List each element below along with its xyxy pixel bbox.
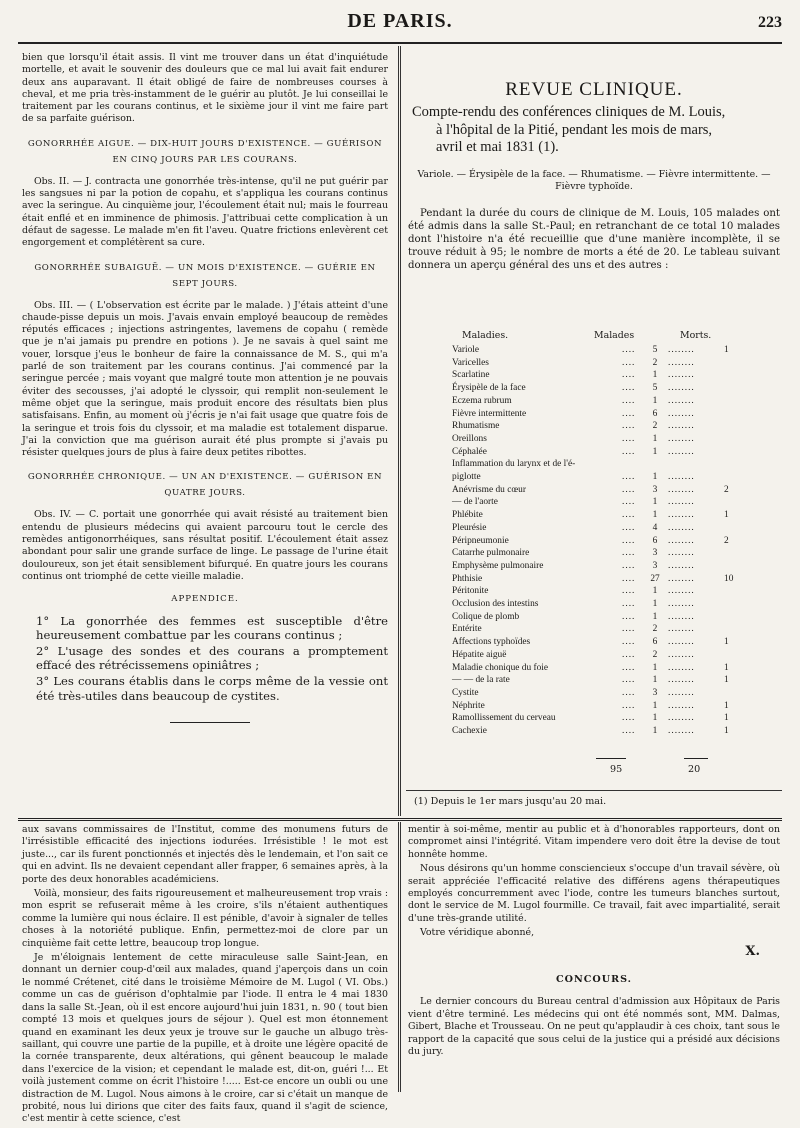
patients-cell: 6 <box>652 408 658 419</box>
leader-dots: ........ <box>668 395 695 406</box>
leader-dots: .... <box>622 586 636 597</box>
deaths-cell: 2 <box>724 484 729 495</box>
table-row <box>452 509 754 522</box>
disease-name-cell: Néphrite <box>452 700 485 711</box>
patients-cell: 27 <box>650 573 660 584</box>
disease-name-cell: Cachexie <box>452 726 487 737</box>
disease-name-cell: Phthisie <box>452 573 483 584</box>
table-row <box>452 522 754 535</box>
patients-cell: 1 <box>652 675 658 686</box>
disease-name-cell: Scarlatine <box>452 370 490 381</box>
disease-name-cell: Varicelles <box>452 357 489 368</box>
deaths-cell <box>724 547 754 560</box>
table-row <box>452 636 754 649</box>
patients-cell: 1 <box>652 700 658 711</box>
deaths-cell <box>724 471 754 484</box>
letter-paragraph: Nous désirons qu'un homme consciencieux s'occupe d'un travail sévère, où serait appréciée l'efficacité relative des différens agens thérapeutiques employés concurremment avec l'iode, contre les tumeurs blanches surtout, dont le service de M. Lugol fourmille. Ce travail, fait avec impartialité, serait d'une très-grande utilité. <box>408 863 780 924</box>
patients-cell: 1 <box>652 472 658 483</box>
topics-list <box>408 169 780 193</box>
deaths-cell: 1 <box>724 510 729 521</box>
subtitle-line: Compte-rendu des conférences cliniques de M. Louis, <box>412 104 726 121</box>
table-row <box>452 674 754 687</box>
deaths-cell: 1 <box>724 637 729 648</box>
obs4-paragraph: Obs. IV. — C. portait une gonorrhée qui avait résisté au traitement bien entendu de plusieurs médecins qui avaient parcouru tout le cercle des remèdes antigonorrhéiques, sans résultat positif. L'écoulement était assez abondant pour salir une grande surface de linge. Le passage de l'urine était douloureux, son jet était sensiblement bifurqué. En quatre jours les courans continus ont triomphé de cette vieille maladie. <box>22 509 388 582</box>
leader-dots: ........ <box>668 484 695 495</box>
leader-dots: .... <box>622 662 636 673</box>
leader-dots: .... <box>622 649 636 660</box>
deaths-cell <box>724 611 754 624</box>
leader-dots: ........ <box>668 522 695 533</box>
patients-cell: 6 <box>652 637 658 648</box>
disease-name-cell: Péripneumonie <box>452 535 509 546</box>
total-rule-deaths <box>684 758 708 759</box>
deaths-cell <box>724 496 754 509</box>
deaths-cell <box>724 598 754 611</box>
leader-dots: .... <box>622 599 636 610</box>
deaths-cell <box>724 395 754 408</box>
disease-name-cell: Affections typhoïdes <box>452 637 531 648</box>
patients-cell: 5 <box>652 345 658 355</box>
disease-name-cell: Emphysème pulmonaire <box>452 560 544 571</box>
table-header-patients: Malades <box>594 330 635 341</box>
leader-dots: .... <box>622 395 636 406</box>
leader-dots: .... <box>622 522 636 533</box>
leader-dots: ........ <box>668 573 695 584</box>
disease-name-cell: Cystite <box>452 687 479 698</box>
leader-dots: .... <box>622 472 636 483</box>
table-row <box>452 369 754 382</box>
table-row <box>452 623 754 636</box>
leader-dots: ........ <box>668 675 695 686</box>
leader-dots: ........ <box>668 383 695 394</box>
leader-dots <box>668 458 724 471</box>
page-header <box>0 10 800 40</box>
revue-intro <box>408 207 780 272</box>
patients-cell: 2 <box>652 649 658 660</box>
patients-cell: 1 <box>652 611 658 622</box>
deaths-cell: 1 <box>724 726 729 737</box>
concours-heading: CONCOURS. <box>555 974 633 986</box>
patients-cell: 1 <box>652 497 658 508</box>
table-row <box>452 535 754 548</box>
leader-dots: ........ <box>668 510 695 521</box>
disease-name-cell: Ramollissement du cerveau <box>452 713 556 724</box>
total-deaths: 20 <box>688 764 701 775</box>
table-row <box>452 649 754 662</box>
patients-cell: 1 <box>652 433 658 444</box>
leader-dots: .... <box>622 713 636 724</box>
running-title: DE PARIS. <box>347 10 453 32</box>
leader-dots: ........ <box>668 446 695 457</box>
end-of-article-rule <box>170 722 250 723</box>
letter-paragraph: Je m'éloignais lentement de cette miraculeuse salle Saint-Jean, en donnant un dernier coup-d'œil aux malades, quand j'aperçois dans un coin le nommé Crétenet, cité dans le troisième Mémoire de M. Lugol ( VI. Obs.) comme un cas de guérison d'ophtalmie par l'iode. Il entra le 4 mai 1830 dans la salle St.-Jean, où il est encore aujourd'hui juin 1831, n. 90 ( tout bien compté 13 mois et quelques jours de séjour ). Quel est mon étonnement quand en examinant les deux yeux je trouve sur le gauche un albugo très-saillant, qui couvre une partie de la pupille, et à droite une légère opacité de la cornée transparente, deux altérations, qui gênent beaucoup le malade dans l'exercice de la vision; et cependant le malade est, dit-on, guéri !... Et voilà justement comme on écrit l'histoire !..... Est-ce encore un oubli ou une distraction de M. Lugol. Nous aimons à le croire, car si c'était un manque de probité, nous lui dirions que citer des faits faux, quand il s'agit de science, c'est mentir à cette science, c'est <box>22 952 388 1125</box>
leader-dots: ........ <box>668 726 695 737</box>
leader-dots: .... <box>622 560 636 571</box>
deaths-cell: 1 <box>724 345 729 355</box>
patients-cell: 1 <box>652 713 658 724</box>
leader-dots: ........ <box>668 624 695 635</box>
table-row <box>452 496 754 509</box>
patients-cell: 1 <box>652 726 658 737</box>
footnote-rule <box>406 790 782 791</box>
table-row <box>452 458 754 471</box>
leader-dots: ........ <box>668 535 695 546</box>
appendice-item: 2° L'usage des sondes et des courans a promptement effacé des rétrécissemens opiniâtres ; <box>36 643 388 673</box>
leader-dots: .... <box>622 624 636 635</box>
deaths-cell <box>724 623 754 636</box>
deaths-cell <box>724 649 754 662</box>
patients-cell: 3 <box>652 687 658 698</box>
deaths-cell <box>724 458 754 471</box>
leader-dots: ........ <box>668 586 695 597</box>
deaths-cell <box>724 446 754 459</box>
patients-cell: 3 <box>652 548 658 559</box>
leader-dots: .... <box>622 421 636 432</box>
patients-cell: 1 <box>652 370 658 381</box>
patients-cell: 5 <box>652 383 658 394</box>
deaths-cell <box>724 382 754 395</box>
table-row <box>452 547 754 560</box>
obs3-paragraph: Obs. III. — ( L'observation est écrite par le malade. ) J'étais atteint d'une chaude-pisse depuis un mois. J'avais envain employé beaucoup de remèdes réputés efficaces ; injections astringentes, lavemens de copahu ( remède que je n'ai jamais pu prendre en potions ). Je ne savais à quel saint me vouer, lorsque j'eus le bonheur de faire la connaissance de M. S., qui m'a parlé de son traitement par les courans continus. J'ai commencé par la seringue percée ; mais voyant que malgré toute mon attention je ne pouvais éviter des secousses, j'ai adopté le clyssoir, qui remplit non-seulement le même objet que la seringue, mais produit encore des résultats bien plus satisfaisans. Enfin, au moment où j'écris je n'ai fait usage que quatre fois de la seringue et trois fois du clyssoir, et ma maladie est totalement disparue. J'ai la conviction que ma guérison aurait été plus prompte si j'avais pu résister quelques jours de plus à faire deux petites ribottes. <box>22 299 388 459</box>
disease-name-cell: Anévrisme du cœur <box>452 484 526 495</box>
leader-dots: .... <box>622 611 636 622</box>
table-row <box>452 357 754 370</box>
obs3-heading: GONORRHÉE SUBAIGUË. — UN MOIS D'EXISTENCE. — GUÉRIE EN SEPT JOURS. <box>34 262 376 289</box>
leader-dots: .... <box>622 357 636 368</box>
patients-cell: 1 <box>652 662 658 673</box>
obs4-heading: GONORRHÉE CHRONIQUE. — UN AN D'EXISTENCE. — GUÉRISON EN QUATRE JOURS. <box>27 472 383 499</box>
leader-dots: .... <box>622 408 636 419</box>
letter-paragraph: aux savans commissaires de l'Institut, comme des monumens futurs de l'irrésistible efficacité des injections iodurées. Irrésistible ! le mot est juste..., car ils furent ponctionnés et injectés dès le lendemain, et l'on sait ce qui en advint. Ils ne devaient cependant aller frapper, 6 semaines après, à la porte des deux honorables académiciens. <box>22 824 388 885</box>
leader-dots: .... <box>622 433 636 444</box>
leader-dots: ........ <box>668 599 695 610</box>
header-rule <box>18 42 782 44</box>
deaths-cell <box>724 560 754 573</box>
table-row <box>452 408 754 421</box>
deaths-cell <box>724 369 754 382</box>
disease-name-cell: Inflammation du larynx et de l'é- <box>452 459 576 470</box>
deaths-cell: 1 <box>724 700 729 711</box>
table-row <box>452 382 754 395</box>
leader-dots: ........ <box>668 687 695 698</box>
disease-name-cell: Fièvre intermittente <box>452 408 527 419</box>
patients-cell: 1 <box>652 446 658 457</box>
deaths-cell: 1 <box>724 713 729 724</box>
patients-cell: 1 <box>652 586 658 597</box>
disease-name-cell: Colique de plomb <box>452 611 520 622</box>
deaths-cell <box>724 357 754 370</box>
leader-dots: .... <box>622 637 636 648</box>
column-divider-bottom <box>398 822 401 1092</box>
leader-dots: ........ <box>668 497 695 508</box>
patients-cell: 2 <box>652 421 658 432</box>
disease-name-cell: Entérite <box>452 624 482 635</box>
deaths-cell <box>724 687 754 700</box>
leader-dots: .... <box>622 497 636 508</box>
leader-dots: ........ <box>668 357 695 368</box>
table-row <box>452 344 754 357</box>
disease-name-cell: — de l'aorte <box>452 497 498 508</box>
table-row <box>452 573 754 586</box>
leader-dots: ........ <box>668 649 695 660</box>
disease-name-cell: Maladie chonique du foie <box>452 662 549 673</box>
letter-paragraph: Voilà, monsieur, des faits rigoureusement et malheureusement trop vrais : mon esprit se refuserait même à les croire, s'ils n'étaient authentiques comme la lumière qui nous éclaire. Il est pénible, d'avoir à signaler de telles choses à la notoriété publique. Enfin, permettez-moi de clore par un cinquième fait cette lettre, beaucoup trop longue. <box>22 888 388 949</box>
leader-dots: ........ <box>668 370 695 381</box>
revue-subtitle <box>408 104 780 157</box>
patients-cell: 1 <box>652 510 658 521</box>
appendice-heading: APPENDICE. <box>171 594 239 605</box>
disease-name-cell: Céphalée <box>452 446 487 457</box>
disease-name-cell: piglotte <box>452 472 481 483</box>
deaths-cell: 1 <box>724 675 729 686</box>
leader-dots: .... <box>622 687 636 698</box>
patients-cell: 1 <box>652 395 658 406</box>
leader-dots: .... <box>622 484 636 495</box>
disease-name-cell: Pleurésie <box>452 522 487 533</box>
disease-name-cell: Péritonite <box>452 586 489 597</box>
disease-name-cell: Phlébite <box>452 510 483 521</box>
deaths-cell: 10 <box>724 573 734 584</box>
patients-cell <box>642 458 668 471</box>
leader-dots: ........ <box>668 713 695 724</box>
section-separator <box>18 818 782 821</box>
disease-name-cell: Catarrhe pulmonaire <box>452 548 530 559</box>
patients-cell: 4 <box>652 522 658 533</box>
disease-name-cell: — — de la rate <box>452 675 510 686</box>
table-row <box>452 611 754 624</box>
total-patients: 95 <box>610 764 623 775</box>
leader-dots: .... <box>622 700 636 711</box>
table-row <box>452 484 754 497</box>
deaths-cell <box>724 408 754 421</box>
appendice-list <box>22 614 388 703</box>
leader-dots: ........ <box>668 611 695 622</box>
table-row <box>452 471 754 484</box>
deaths-cell <box>724 420 754 433</box>
revue-clinique-title: REVUE CLINIQUE. <box>505 79 683 100</box>
right-column <box>408 78 780 272</box>
signature: X. <box>745 943 760 959</box>
patients-cell: 2 <box>652 624 658 635</box>
deaths-cell: 1 <box>724 662 729 673</box>
letter-closing: Votre véridique abonné, <box>420 927 535 939</box>
table-row <box>452 662 754 675</box>
patients-cell: 3 <box>652 484 658 495</box>
table-row <box>452 585 754 598</box>
table-row <box>452 687 754 700</box>
subtitle-line: avril et mai 1831 (1). <box>436 139 559 156</box>
leader-dots: .... <box>622 675 636 686</box>
deaths-cell <box>724 585 754 598</box>
deaths-cell <box>724 522 754 535</box>
leader-dots: ........ <box>668 560 695 571</box>
revue-intro-paragraph: Pendant la durée du cours de clinique de M. Louis, 105 malades ont été admis dans la salle St.-Paul; en retranchant de ce total 10 malades dont l'histoire n'a été recueillie que d'une manière incomplète, il se trouve réduit à 95; le nombre de morts a été de 20. Le tableau suivant donnera un aperçu général des uns et des autres : <box>408 207 780 271</box>
disease-name-cell: Oreillons <box>452 433 487 444</box>
deaths-cell: 2 <box>724 535 729 546</box>
table-row <box>452 700 754 713</box>
left-intro-paragraph: bien que lorsqu'il était assis. Il vint me trouver dans un état d'inquiétude mortelle, et avait le souvenir des douleurs que ce mal lui avait fait endurer deux ans auparavant. Il était obligé de faire de nombreuses courses à cheval, et me pria très-instamment de le guérir au plutôt. Je lui conseillai le traitement par les courans continus, et le sixième jour il vint me faire part de sa parfaite guérison. <box>22 52 388 125</box>
leader-dots: ........ <box>668 548 695 559</box>
leader-dots: .... <box>622 383 636 394</box>
page-number: 223 <box>758 14 782 31</box>
disease-name-cell: Occlusion des intestins <box>452 599 539 610</box>
leader-dots: .... <box>622 345 636 355</box>
table-row <box>452 560 754 573</box>
table-row <box>452 598 754 611</box>
appendice-item: 1° La gonorrhée des femmes est susceptible d'être heureusement combattue par les courans continus ; <box>36 613 388 642</box>
table-row <box>452 712 754 725</box>
disease-name-cell: Eczema rubrum <box>452 395 512 406</box>
subtitle-line: à l'hôpital de la Pitié, pendant les mois de mars, <box>436 121 713 138</box>
appendice-item: 3° Les courans établis dans le corps même de la vessie ont été très-utiles dans beaucoup de cystites. <box>36 674 388 703</box>
table-row <box>452 395 754 408</box>
topics-line: Fièvre typhoïde. <box>555 180 633 192</box>
table-row <box>452 420 754 433</box>
leader-dots: ........ <box>668 637 695 648</box>
table-row <box>452 725 754 738</box>
footnote: (1) Depuis le 1er mars jusqu'au 20 mai. <box>414 796 607 807</box>
table-row <box>452 433 754 446</box>
table-header-disease: Maladies. <box>462 330 509 341</box>
disease-name-cell: Variole <box>452 345 480 355</box>
disease-statistics-table <box>452 344 754 738</box>
deaths-cell <box>724 433 754 446</box>
leader-dots: .... <box>622 370 636 381</box>
leader-dots: .... <box>622 548 636 559</box>
leader-dots: ........ <box>668 421 695 432</box>
bottom-left-column <box>22 824 388 1128</box>
leader-dots: .... <box>622 510 636 521</box>
obs2-heading: GONORRHÉE AIGUE. — DIX-HUIT JOURS D'EXISTENCE. — GUÉRISON EN CINQ JOURS PAR LES COURANS. <box>27 138 383 165</box>
topics-line: Variole. — Érysipèle de la face. — Rhumatisme. — Fièvre intermittente. — <box>417 168 771 180</box>
concours-paragraph: Le dernier concours du Bureau central d'admission aux Hôpitaux de Paris vient d'être terminé. Les médecins qui ont été nommés sont, MM. Dalmas, Gibert, Blache et Trousseau. On ne peut qu'applaudir à ces choix, tant sous le rapport de la capacité que sous celui de la justice qui a présidé aux décisions du jury. <box>408 996 780 1058</box>
leader-dots: .... <box>622 726 636 737</box>
patients-cell: 1 <box>652 599 658 610</box>
table-row <box>452 446 754 459</box>
disease-name-cell: Hépatite aiguë <box>452 649 507 660</box>
leader-dots: ........ <box>668 700 695 711</box>
leader-dots: ........ <box>668 433 695 444</box>
leader-dots <box>622 458 642 471</box>
column-divider-top <box>398 46 401 816</box>
leader-dots: ........ <box>668 662 695 673</box>
leader-dots: ........ <box>668 408 695 419</box>
left-column <box>22 52 388 705</box>
total-rule-patients <box>596 758 626 759</box>
leader-dots: ........ <box>668 345 695 355</box>
leader-dots: .... <box>622 573 636 584</box>
letter-paragraph: mentir à soi-même, mentir au public et à d'honorables rapporteurs, dont on compromet ainsi l'intégrité. Vitam impendere vero doit être la devise de tout honnête homme. <box>408 824 780 860</box>
leader-dots: .... <box>622 535 636 546</box>
leader-dots: ........ <box>668 472 695 483</box>
patients-cell: 3 <box>652 560 658 571</box>
bottom-right-column <box>408 824 780 1061</box>
disease-name-cell: Rhumatisme <box>452 421 500 432</box>
disease-name-cell: Érysipèle de la face <box>452 383 526 394</box>
obs2-paragraph: Obs. II. — J. contracta une gonorrhée très-intense, qu'il ne put guérir par les sangsues ni par la potion de copahu, et s'appliqua les courans continus avec la seringue. Au cinquième jour, l'écoulement était nul; mais le fourreau était enflé et en imminence de phimosis. J'attribuai cette complication à un défaut de sagesse. Le malade m'en fit l'aveu. Quatre frictions enlevèrent cet engorgement et complétèrent sa cure. <box>22 175 388 249</box>
patients-cell: 2 <box>652 357 658 368</box>
patients-cell: 6 <box>652 535 658 546</box>
table-header-deaths: Morts. <box>680 330 712 341</box>
leader-dots: .... <box>622 446 636 457</box>
